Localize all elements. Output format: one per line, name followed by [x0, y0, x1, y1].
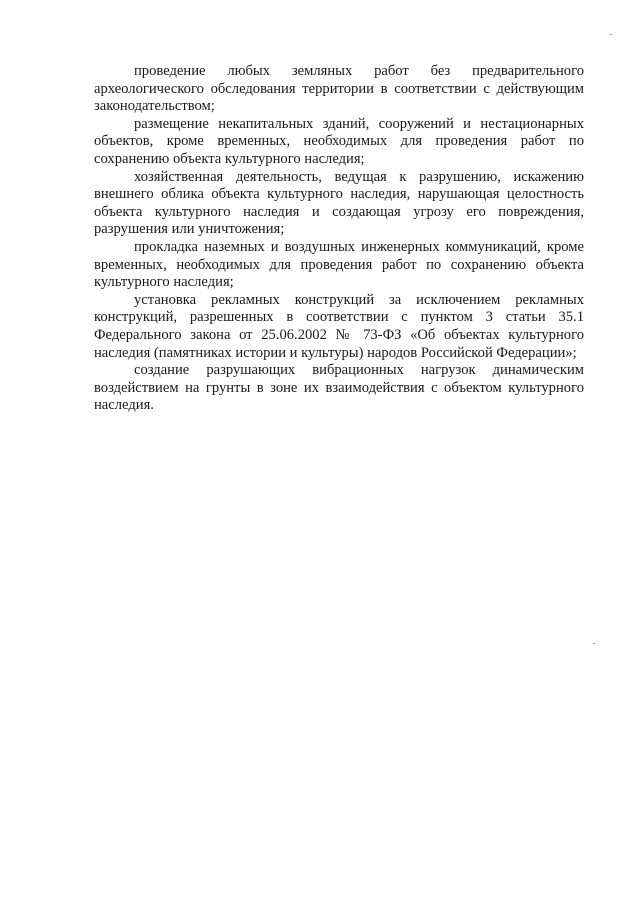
paragraph-utility-lines: прокладка наземных и воздушных инженерных коммуникаций, кроме временных, необходимых для проведения работ по сохранению объекта культурного наследия;	[94, 238, 584, 291]
paragraph-vibration-loads: создание разрушающих вибрационных нагрузок динамическим воздействием на грунты в зоне их взаимодействия с объектом культурного наследия.	[94, 362, 584, 414]
paragraph-non-capital-buildings: размещение некапитальных зданий, сооружений и нестационарных объектов, кроме временных, необходимых для проведения работ по сохранению объекта культурного наследия;	[94, 115, 584, 167]
paragraph-earthworks: проведение любых земляных работ без предварительного археологического обследования территории в соответствии с действующим законодательством;	[94, 63, 584, 115]
scan-artifact	[593, 643, 595, 644]
paragraph-advertising-structures: установка рекламных конструкций за исключением рекламных конструкций, разрешенных в соответствии с пунктом 3 статьи 35.1 Федерального закона от 25.06.2002 № 73-ФЗ «Об объектах культурного наследия (памятниках истории и культуры) народов Российской Федерации»;	[94, 291, 584, 361]
paragraph-economic-activity: хозяйственная деятельность, ведущая к разрушению, искажению внешнего облика объекта культурного наследия, нарушающая целостность объекта культурного наследия и создающая угрозу его повреждения, разрушения или уничтожения;	[94, 168, 584, 238]
scan-artifact	[610, 34, 612, 35]
document-body	[94, 63, 584, 415]
